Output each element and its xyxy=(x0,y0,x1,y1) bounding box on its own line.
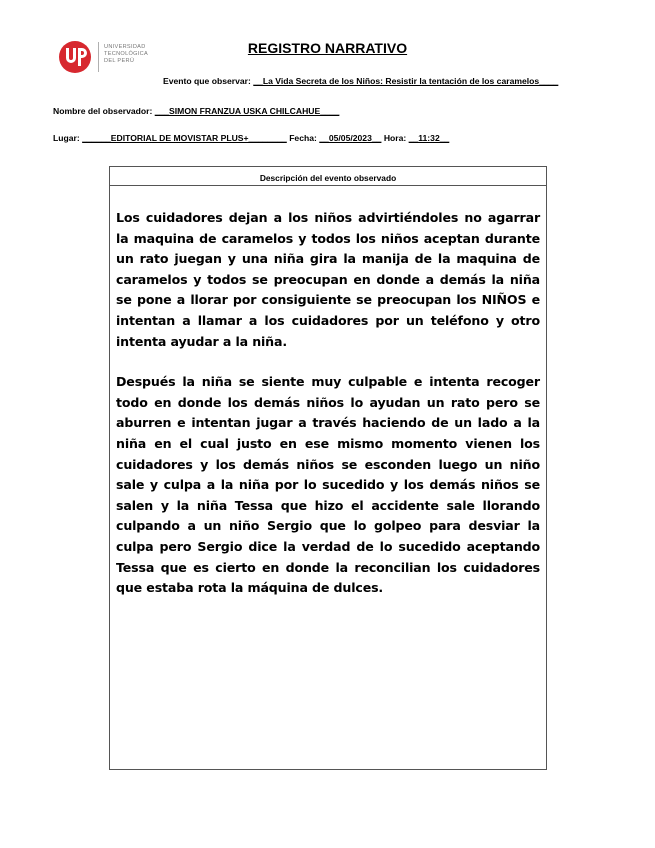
event-value: __La Vida Secreta de los Niños: Resistir la tentación de los caramelos____ xyxy=(253,76,559,86)
page-title xyxy=(0,40,655,56)
date-label: Fecha: xyxy=(289,133,317,143)
description-box xyxy=(109,166,547,770)
event-line xyxy=(163,76,558,86)
description-body xyxy=(110,186,546,599)
logo-text-line: UNIVERSIDAD xyxy=(104,44,146,50)
observer-value: ___SIMON FRANZUA USKA CHILCAHUE____ xyxy=(154,106,340,116)
place-label: Lugar: xyxy=(53,133,80,143)
description-paragraph: Después la niña se siente muy culpable e intenta recoger todo en donde los demás niños lo ayudan un rato pero se aburren e intentan jugar a través haciendo de un lado a la niña en el cual justo en ese mismo momento vienen los cuidadores y los demás niños se esconden luego un niño sale y culpa a la niña por lo sucedido y los demás niños se salen y la niña Tessa que hizo el accidente sale llorando culpando a un niño Sergio que lo golpeo para desviar la culpa pero Sergio dice la verdad de lo sucedido aceptando Tessa que es cierto en donde la reconcilian los cuidadores que estaba rota la máquina de dulces. xyxy=(116,374,540,596)
description-paragraph: Los cuidadores dejan a los niños advirtiéndoles no agarrar la maquina de caramelos y todos los niños aceptan durante un rato juegan y una niña gira la manija de la maquina de caramelos y todos se preocupan en donde a demás la niña se pone a llorar por consiguiente se preocupan los NIÑOS e intentan a llamar a los cuidadores por un teléfono y otro intenta ayudar a la niña. xyxy=(116,210,540,349)
place-line xyxy=(53,133,449,143)
observer-line xyxy=(53,106,339,116)
logo-text-line: TECNOLÓGICA xyxy=(104,51,149,57)
observer-label: Nombre del observador: xyxy=(53,106,153,116)
event-label: Evento que observar: xyxy=(163,76,251,86)
description-header: Descripción del evento observado xyxy=(110,167,546,186)
time-value: __11:32__ xyxy=(408,133,450,143)
title-text: REGISTRO NARRATIVO xyxy=(247,40,408,56)
time-label: Hora: xyxy=(383,133,407,143)
place-value: ______EDITORIAL DE MOVISTAR PLUS+________ xyxy=(82,133,287,143)
date-value: __05/05/2023__ xyxy=(319,133,382,143)
logo-text-line: DEL PERÚ xyxy=(104,58,135,64)
